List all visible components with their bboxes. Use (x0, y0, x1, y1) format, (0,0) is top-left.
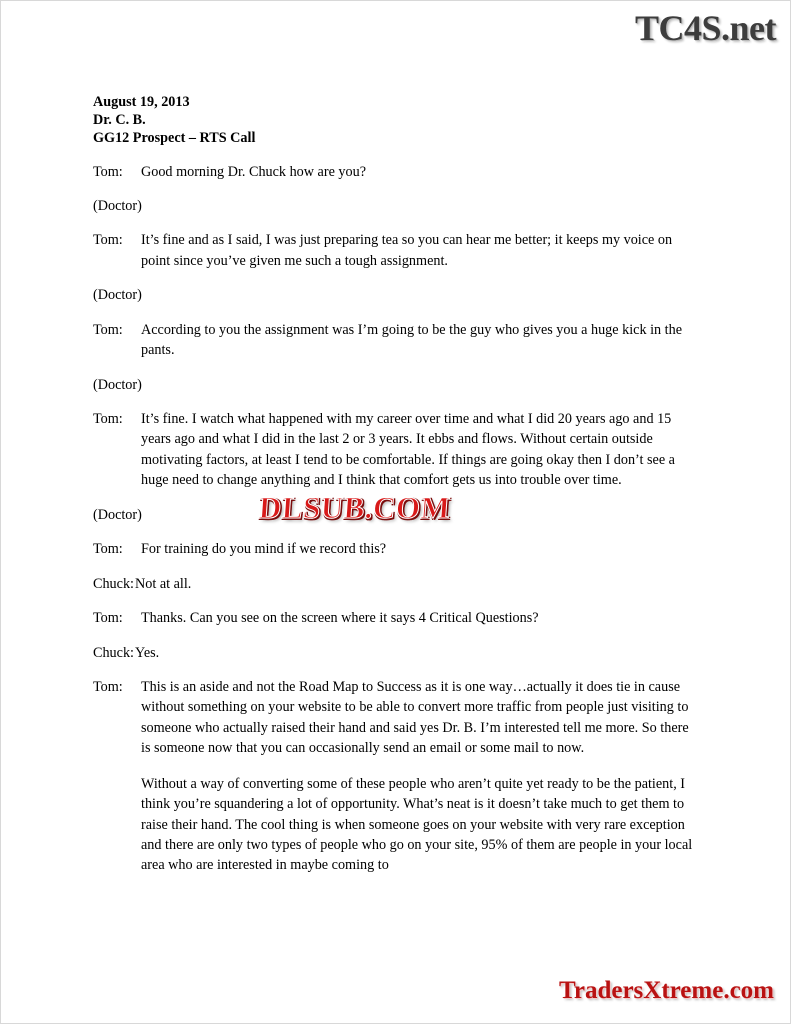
speaker-label: Tom: (93, 321, 123, 338)
watermark-bottom-right: TradersXtreme.com (559, 977, 774, 1004)
transcript-entry (93, 608, 701, 628)
utterance-text (141, 320, 701, 361)
speaker-label: Tom: (93, 163, 123, 180)
utterance-paragraph: It’s fine. I watch what happened with my career over time and what I did 20 years ago and 15 years ago and what I did in the last 2 or 3 years. It ebbs and flows. Without certain outside motivating factors, at least I tend to be comfortable. If things are going okay then I don’t see a huge need to change anything and I think that comfort gets us into trouble over time. (141, 411, 675, 489)
transcript-entry (93, 409, 701, 491)
utterance-text (141, 162, 701, 182)
utterance-paragraph: For training do you mind if we record this? (141, 541, 387, 558)
header-recipient: Dr. C. B. (93, 112, 146, 129)
transcript-entry (93, 196, 701, 216)
transcript-entry (93, 643, 701, 663)
stage-direction: (Doctor) (93, 376, 142, 393)
header-subject: GG12 Prospect – RTS Call (93, 130, 256, 147)
stage-direction: (Doctor) (93, 287, 142, 304)
speaker-label: Tom: (93, 678, 123, 695)
stage-direction: (Doctor) (93, 197, 142, 214)
utterance-text (135, 643, 701, 663)
utterance-text (135, 574, 701, 594)
utterance-text (141, 539, 701, 559)
utterance-paragraph: Yes. (135, 644, 160, 661)
stage-direction: (Doctor) (93, 506, 142, 523)
transcript-entry (93, 375, 701, 395)
utterance-paragraph: This is an aside and not the Road Map to Success as it is one way…actually it does tie in cause without something on your website to be able to convert more traffic from people just visiting to someone who actually raised their hand and said yes Dr. B. I’m interested tell me more. So there is someone now that you can occasionally send an email or some mail to now. (141, 678, 689, 757)
transcript-entry (93, 677, 701, 876)
utterance-paragraph: Not at all. (135, 575, 192, 592)
transcript-entry (93, 574, 701, 594)
watermark-center: DLSUB.COM (257, 490, 452, 525)
speaker-label: Tom: (93, 610, 123, 627)
speaker-label: Tom: (93, 411, 123, 428)
transcript-entry (93, 230, 701, 271)
utterance-paragraph: According to you the assignment was I’m going to be the guy who gives you a huge kick in the pants. (141, 321, 682, 359)
utterance-paragraph: Without a way of converting some of these people who aren’t quite yet ready to be the patient, I think you’re squandering a lot of opportunity. What’s neat is it doesn’t take much to get them to raise their hand. The cool thing is when someone goes on your website with very rare exception and there are only two types of people who go on your site, 95% of them are people in your local area who are interested in maybe coming to (141, 775, 693, 874)
transcript-entry (93, 539, 701, 559)
utterance-text (141, 230, 701, 271)
speaker-label: Tom: (93, 232, 123, 249)
utterance-paragraph: It’s fine and as I said, I was just preparing tea so you can hear me better; it keeps my voice on point since you’ve given me such a tough assignment. (141, 232, 673, 269)
utterance-paragraph: Good morning Dr. Chuck how are you? (141, 163, 366, 180)
utterance-text (141, 677, 701, 876)
utterance-text (141, 409, 701, 491)
document-body (93, 93, 701, 876)
transcript-entry (93, 320, 701, 361)
speaker-label: Tom: (93, 541, 123, 558)
header-date: August 19, 2013 (93, 94, 190, 110)
document-header (93, 93, 701, 148)
transcript-entry (93, 162, 701, 182)
transcript-entry (93, 285, 701, 305)
speaker-label: Chuck: (93, 575, 134, 592)
speaker-label: Chuck: (93, 644, 134, 661)
utterance-text (141, 608, 701, 628)
utterance-paragraph: Thanks. Can you see on the screen where it says 4 Critical Questions? (141, 610, 539, 627)
watermark-top-right: TC4S.net (634, 8, 776, 48)
